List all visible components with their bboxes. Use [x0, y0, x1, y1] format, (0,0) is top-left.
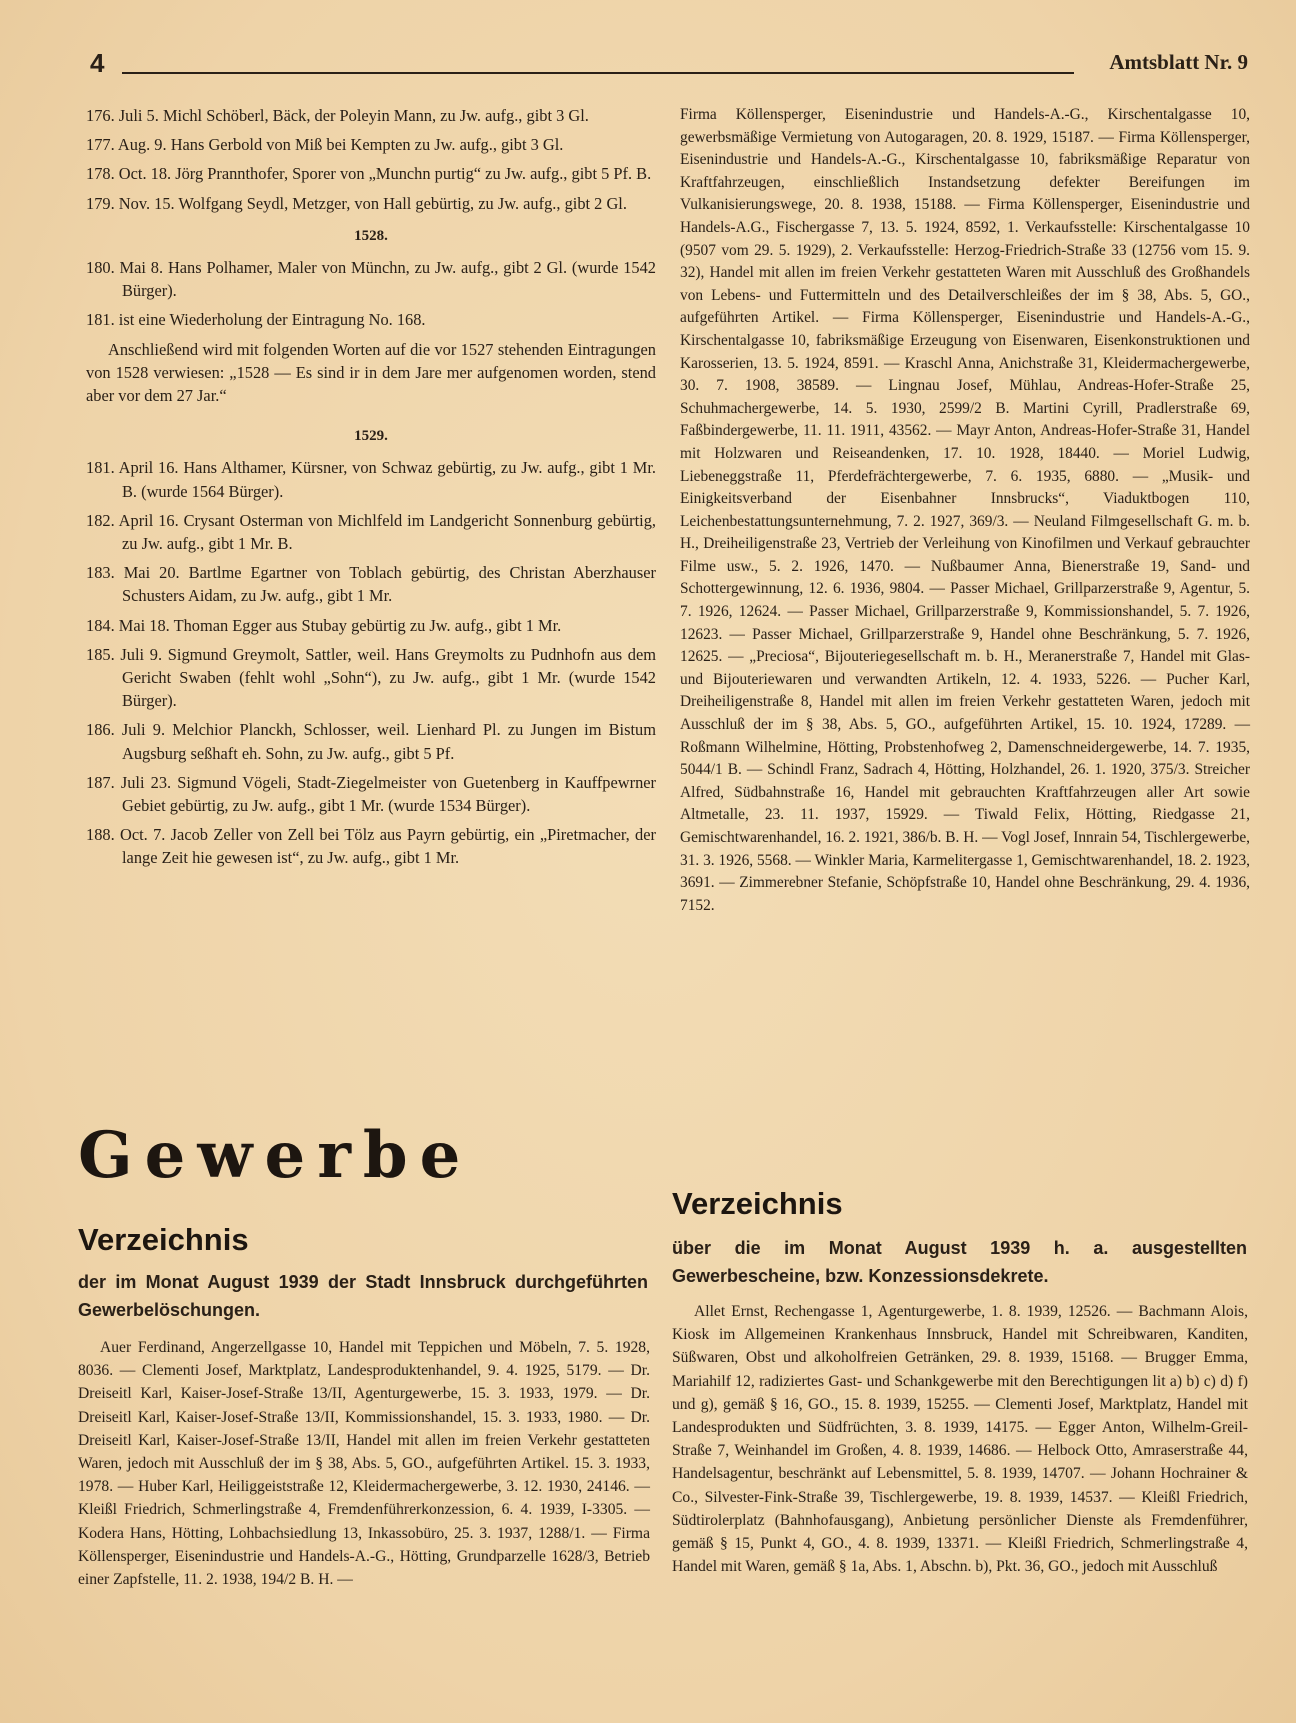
entry: 177. Aug. 9. Hans Gerbold von Miß bei Kempten zu Jw. aufg., gibt 3 Gl. — [86, 135, 564, 155]
entry: 185. Juli 9. Sigmund Greymolt, Sattler, weil. Hans Greymolts zu Pudnhofn aus dem Gericht Swaben (fehlt wohl „Sohn“), zu Jw. aufg., gibt 1 Mr. (wurde 1542 Bürger). — [86, 644, 656, 711]
entry: 176. Juli 5. Michl Schöberl, Bäck, der Poleyin Mann, zu Jw. aufg., gibt 3 Gl. — [86, 106, 589, 125]
left-column-chronicle — [86, 104, 656, 876]
entry: 180. Mai 8. Hans Polhamer, Maler von Münchn, zu Jw. aufg., gibt 2 Gl. (wurde 1542 Bürger). — [86, 258, 656, 301]
ausgestellt-title: Verzeichnis — [672, 1186, 843, 1221]
entry: 179. Nov. 15. Wolfgang Seydl, Metzger, von Hall gebürtig, zu Jw. aufg., gibt 2 Gl. — [86, 193, 627, 213]
entry: 184. Mai 18. Thoman Egger aus Stubay gebürtig zu Jw. aufg., gibt 1 Mr. — [86, 615, 562, 635]
entry: 181. April 16. Hans Althamer, Kürsner, von Schwaz gebürtig, zu Jw. aufg., gibt 1 Mr. B. (wurde 1564 Bürger). — [86, 458, 656, 501]
entry: 178. Oct. 18. Jörg Prannthofer, Sporer von „Munchn purtig“ zu Jw. aufg., gibt 5 Pf. B. — [86, 164, 652, 184]
loeschungen-body-continued: Firma Köllensperger, Eisenindustrie und Handels-A.-G., Kirschentalgasse 10, gewerbsmäßige Vermietung von Autogaragen, 20. 8. 1929, 15187. — Firma Köllensperger, Eisenindustrie und Handels-A.-G., Kirschentalgasse 10, fabriksmäßige Reparatur von Kraftfahrzeugen, einschließlich Instandsetzung defekter Bereifungen im Vulkanisierungswege, 20. 8. 1938, 15188. — Firma Köllensperger, Eisenindustrie und Handels-A.G., Fischergasse 7, 13. 5. 1924, 8592, 1. Verkaufsstelle: Kirschentalgasse 10 (9507 vom 29. 5. 1929), 2. Verkaufsstelle: Herzog-Friedrich-Straße 33 (12756 vom 15. 9. 32), Handel mit allen im freien Verkehr gestatteten Waren mit Ausschluß des Großhandels von Lebens- und Futtermitteln und des Detailverschleißes der im § 38, Abs. 5, GO., aufgeführten Artikel. — Firma Köllensperger, Eisenindustrie und Handels-A.-G., Kirschentalgasse 10, fabriksmäßige Erzeugung von Eisenwaren, Eisenkonstruktionen und Karosserien, 13. 5. 1924, 8591. — Kraschl Anna, Anichstraße 31, Kleidermachergewerbe, 30. 7. 1908, 38589. — Lingnau Josef, Mühlau, Andreas-Hofer-Straße 25, Schuhmachergewerbe, 14. 5. 1930, 2599/2 B. Martini Cyrill, Pradlerstraße 69, Faßbindergewerbe, 11. 11. 1911, 43562. — Mayr Anton, Andreas-Hofer-Straße 31, Handel mit Holzwaren und Reiseandenken, 17. 10. 1928, 18440. — Moriel Ludwig, Liebeneggstraße 11, Pferdefrächtergewerbe, 7. 6. 1935, 6880. — „Musik- und Einigkeitsverband der Eisenbahner Innsbrucks“, Viaduktbogen 110, Leichenbestattungsunternehmung, 7. 2. 1927, 369/3. — Neuland Filmgesellschaft G. m. b. H., Dreiheiligenstraße 23, Vertrieb der Verleihung von Kinofilmen und Verkauf gebrauchter Filme usw., 5. 2. 1926, 1470. — Nußbaumer Anna, Bienerstraße 19, Sand- und Schottergewinnung, 12. 6. 1936, 9804. — Passer Michael, Grillparzerstraße 9, Agentur, 5. 7. 1926, 12624. — Passer Michael, Grillparzerstraße 9, Kommissionshandel, 5. 7. 1926, 12623. — Passer Michael, Grillparzerstraße 9, Handel ohne Beschränkung, 5. 7. 1926, 12625. — „Preciosa“, Bijouteriegesellschaft m. b. H., Meranerstraße 7, Handel mit Glas- und Bijouteriewaren und verwandten Artikeln, 12. 4. 1933, 5226. — Pucher Karl, Dreiheiligenstraße 8, Handel mit allen im freien Verkehr gestatteten Waren, jedoch mit Ausschluß der im § 38, Abs. 5, GO., aufgeführten Artikel, 15. 10. 1924, 17289. — Roßmann Wilhelmine, Hötting, Probstenhofweg 2, Damenschneidergewerbe, 14. 7. 1935, 5044/1 B. — Schindl Franz, Sadrach 4, Hötting, Holzhandel, 26. 1. 1920, 375/3. Streicher Alfred, Südbahnstraße 16, Handel mit gebrauchten Kraftfahrzeugen aller Art sowie Altmetalle, 23. 11. 1937, 15929. — Tiwald Felix, Hötting, Riedgasse 21, Gemischtwarenhandel, 16. 2. 1921, 386/b. B. H. — Vogl Josef, Innrain 54, Tischlergewerbe, 31. 3. 1926, 5568. — Winkler Maria, Karmelitergasse 1, Gemischtwarenhandel, 18. 2. 1923, 3691. — Zimmerebner Stefanie, Schöpfstraße 10, Handel ohne Beschränkung, 29. 4. 1936, 7152. — [680, 106, 1250, 914]
loeschungen-body: Auer Ferdinand, Angerzellgasse 10, Handel mit Teppichen und Möbeln, 7. 5. 1928, 8036. — Clementi Josef, Marktplatz, Landesproduktenhandel, 9. 4. 1925, 5179. — Dr. Dreiseitl Karl, Kaiser-Josef-Straße 13/II, Agenturgewerbe, 15. 3. 1933, 1979. — Dr. Dreiseitl Karl, Kaiser-Josef-Straße 13/II, Kommissionshandel, 15. 3. 1933, 1980. — Dr. Dreiseitl Karl, Kaiser-Josef-Straße 13/II, Handel mit allen im freien Verkehr gestatteten Waren, jedoch mit Ausschluß der im § 38, Abs. 5, GO., aufgeführten Artikel. 15. 3. 1933, 1978. — Huber Karl, Heiliggeiststraße 12, Kleidermachergewerbe, 3. 12. 1930, 24146. — Kleißl Friedrich, Schmerlingstraße 4, Fremdenführerkonzession, 6. 4. 1939, I-3305. — Kodera Hans, Hötting, Lohbachsiedlung 13, Inkassobüro, 25. 3. 1937, 1288/1. — Firma Köllensperger, Eisenindustrie und Handels-A.-G., Hötting, Grundparzelle 1628/3, Betrieb einer Zapfstelle, 11. 2. 1938, 194/2 B. H. — — [78, 1339, 650, 1589]
header-rule — [122, 72, 1074, 74]
entry: 182. April 16. Crysant Osterman von Michlfeld im Landgericht Sonnenburg gebürtig, zu Jw. aufg., gibt 1 Mr. B. — [86, 510, 656, 554]
ausgestellt-body: Allet Ernst, Rechengasse 1, Agenturgewerbe, 1. 8. 1939, 12526. — Bachmann Alois, Kiosk im Allgemeinen Krankenhaus Innsbruck, Handel mit Schreibwaren, Kanditen, Süßwaren, Obst und alkoholfreien Getränken, 29. 8. 1939, 15168. — Brugger Emma, Mariahilf 12, radiziertes Gast- und Schankgewerbe mit den Berechtigungen lit a) b) c) d) f) und g), gemäß § 16, GO., 15. 8. 1939, 15255. — Clementi Josef, Marktplatz, Handel mit Landesprodukten und Südfrüchten, 3. 8. 1939, 14175. — Egger Anton, Wilhelm-Greil-Straße 7, Weinhandel im Großen, 4. 8. 1939, 14686. — Helbock Otto, Amraserstraße 44, Handelsagentur, beschränkt auf Lebensmittel, 5. 8. 1939, 14707. — Johann Hochrainer & Co., Silvester-Fink-Straße 39, Tischlergewerbe, 19. 8. 1939, 14537. — Kleißl Friedrich, Südtirolerplatz (Bahnhofausgang), Anbietung persönlicher Dienste als Fremdenführer, gemäß § 15, Punkt 4, GO., 4. 8. 1939, 13371. — Kleißl Friedrich, Schmerlingstraße 4, Handel mit Waren, gemäß § 1a, Abs. 1, Abschn. b), Pkt. 36, GO., jedoch mit Ausschluß — [672, 1303, 1248, 1576]
ausgestellt-subtitle: über die im Monat August 1939 h. a. ausgestellten Gewerbescheine, bzw. Konzessionsdekrete. — [672, 1238, 1247, 1286]
entry: 187. Juli 23. Sigmund Vögeli, Stadt-Ziegelmeister von Guetenberg in Kauffpewrner Gebiet gebürtig, zu Jw. aufg., gibt 1 Mr. (wurde 1534 Bürger). — [86, 772, 656, 816]
year-heading-1529: 1529. — [354, 428, 388, 445]
section-heading-gewerbe: Gewerbe — [78, 1118, 473, 1193]
note-paragraph: Anschließend wird mit folgenden Worten auf die vor 1527 stehenden Eintragungen von 1528 verwiesen: „1528 — Es sind ir in dem Jare mer aufgenomen worden, stend aber vor dem 27 Jar.“ — [86, 339, 656, 406]
entry: 188. Oct. 7. Jacob Zeller von Zell bei Tölz aus Payrn gebürtig, ein „Piretmacher, der lange Zeit hie gewesen ist“, zu Jw. aufg., gibt 1 Mr. — [86, 825, 656, 868]
year-heading-1528: 1528. — [354, 227, 388, 244]
entry: 183. Mai 20. Bartlme Egartner von Toblach gebürtig, des Christan Aberzhauser Schusters Aidam, zu Jw. aufg., gibt 1 Mr. — [86, 563, 656, 606]
page-number: 4 — [90, 48, 105, 78]
publication-title: Amtsblatt Nr. 9 — [1109, 50, 1248, 74]
entry: 181. ist eine Wiederholung der Eintragung No. 168. — [86, 310, 426, 330]
entry: 186. Juli 9. Melchior Planckh, Schlosser, weil. Lienhard Pl. zu Jungen im Bistum Augsburg seßhaft eh. Sohn, zu Jw. aufg., gibt 5 Pf. — [86, 720, 656, 763]
loeschungen-subtitle: der im Monat August 1939 der Stadt Innsbruck durchgeführten Gewerbelöschungen. — [78, 1272, 648, 1320]
loeschungen-title: Verzeichnis — [78, 1222, 249, 1257]
